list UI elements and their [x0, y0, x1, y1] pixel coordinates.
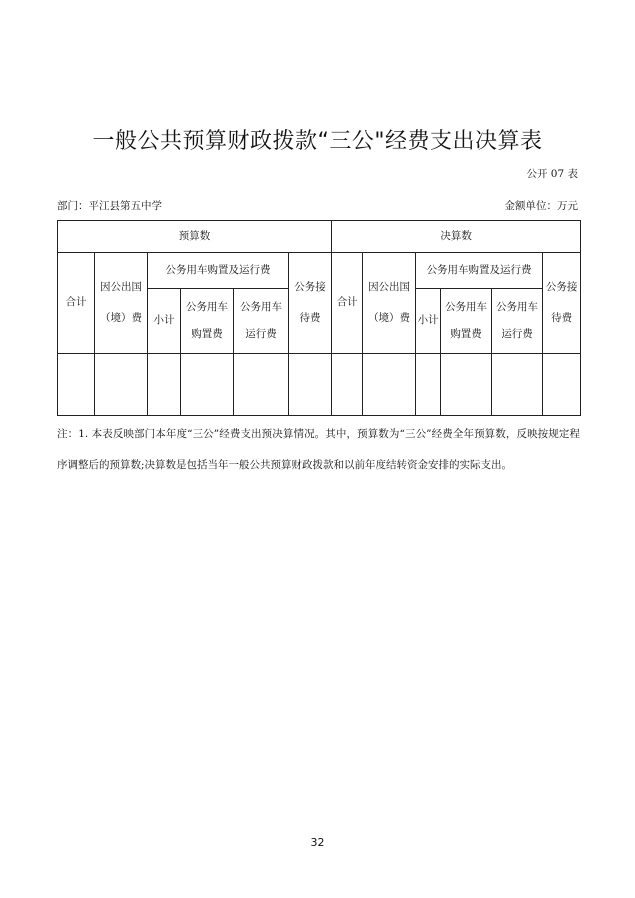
data-cell [441, 354, 492, 416]
data-cell [416, 354, 441, 416]
final-vehicle-purchase-line2: 购置费 [450, 328, 482, 340]
data-cell [95, 354, 148, 416]
data-cell [58, 354, 95, 416]
budget-vehicle-purchase-line2: 购置费 [191, 328, 223, 340]
budget-vehicle-purchase-header [181, 289, 234, 354]
three-public-expenses-table [57, 220, 581, 416]
budget-subtotal-header: 小计 [148, 289, 181, 354]
table-row [58, 354, 581, 416]
final-abroad-line1: 因公出国 [368, 281, 411, 293]
budget-reception-header [289, 253, 332, 354]
final-group-header: 决算数 [332, 221, 581, 253]
data-cell [289, 354, 332, 416]
budget-reception-line1: 公务接 [294, 281, 326, 293]
budget-vehicle-purchase-line1: 公务用车 [186, 301, 228, 313]
budget-abroad-line2: （境）费 [100, 312, 142, 324]
final-vehicle-purchase-line1: 公务用车 [445, 301, 488, 313]
data-cell [234, 354, 289, 416]
data-cell [492, 354, 543, 416]
final-vehicle-run-line2: 运行费 [501, 328, 533, 340]
final-vehicle-run-line1: 公务用车 [496, 301, 539, 313]
amount-unit-label: 金额单位：万元 [504, 200, 578, 212]
data-cell [543, 354, 581, 416]
data-cell [181, 354, 234, 416]
budget-total-header: 合计 [58, 253, 95, 354]
department-label: 部门：平江县第五中学 [57, 200, 162, 212]
final-subtotal-header: 小计 [416, 289, 441, 354]
final-reception-line1: 公务接 [545, 281, 578, 293]
budget-vehicle-run-line2: 运行费 [245, 328, 277, 340]
data-cell [332, 354, 363, 416]
final-reception-line2: 待费 [551, 312, 573, 324]
final-reception-header [543, 253, 581, 354]
data-cell [363, 354, 416, 416]
budget-vehicle-run-line1: 公务用车 [240, 301, 282, 313]
form-number: 公开 07 表 [526, 168, 578, 180]
data-cell [148, 354, 181, 416]
budget-group-header: 预算数 [58, 221, 332, 253]
page-title: 一般公共预算财政拨款“三公"经费支出决算表 [92, 129, 543, 154]
budget-abroad-header [95, 253, 148, 354]
budget-abroad-line1: 因公出国 [100, 281, 142, 293]
final-abroad-header [363, 253, 416, 354]
budget-reception-line2: 待费 [299, 312, 321, 324]
final-total-header: 合计 [332, 253, 363, 354]
final-vehicle-run-header [492, 289, 543, 354]
budget-vehicle-run-header [234, 289, 289, 354]
final-vehicle-purchase-header [441, 289, 492, 354]
page-number: 32 [310, 836, 325, 849]
budget-vehicle-group-header: 公务用车购置及运行费 [148, 253, 289, 289]
table-footnote: 注：1. 本表反映部门本年度“三公”经费支出预决算情况。其中，预算数为“三公”经费全年预算数，反映按规定程序调整后的预算数;决算数是包括当年一般公共预算财政拨款和以前年度结转资金安排的实际支出。 [57, 428, 580, 471]
final-abroad-line2: （境）费 [368, 312, 411, 324]
final-vehicle-group-header: 公务用车购置及运行费 [416, 253, 543, 289]
